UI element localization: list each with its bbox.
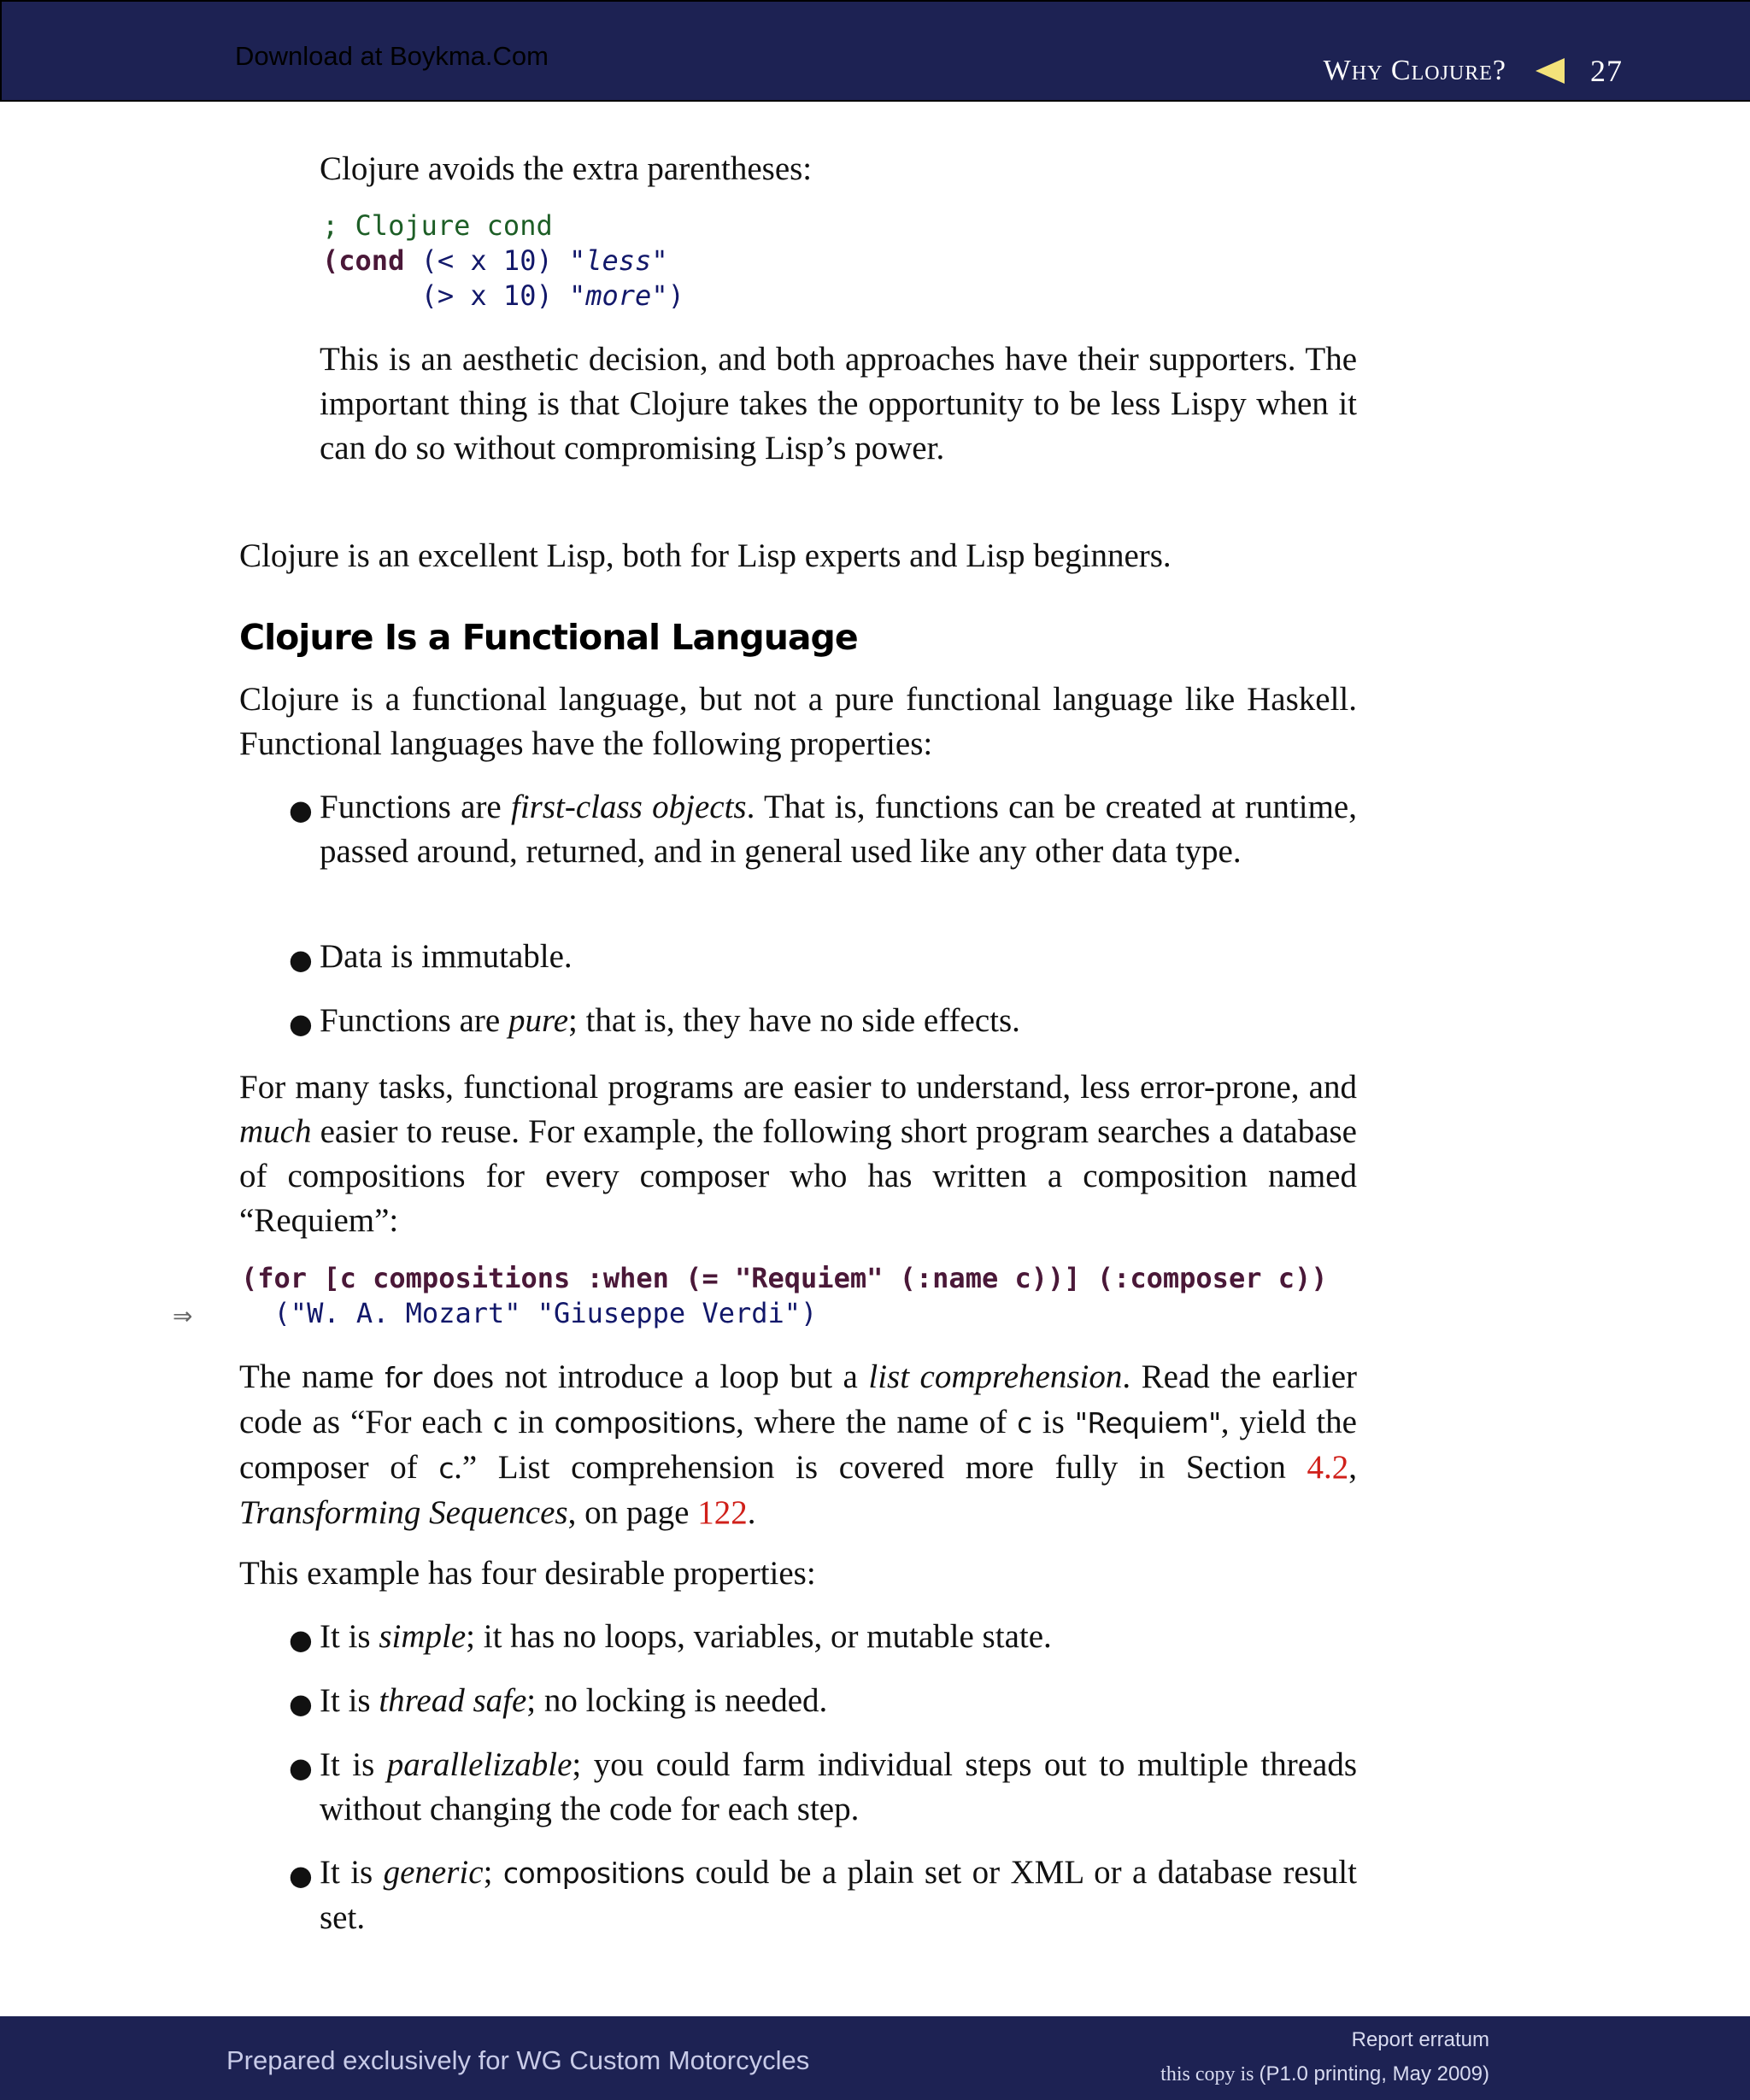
- list-item: It is thread safe; no locking is needed.: [320, 1682, 828, 1719]
- code-string: "less": [568, 244, 668, 277]
- code-text: (< x 10): [404, 244, 569, 277]
- report-erratum-link[interactable]: Report erratum: [1351, 2028, 1489, 2051]
- code-keyword: (cond: [322, 244, 405, 277]
- code-line-for: (for [c compositions :when (= "Requiem" (:name c))] (:composer c)): [241, 1262, 1328, 1294]
- paragraph-cond-intro: Clojure avoids the extra parentheses:: [320, 150, 813, 187]
- bullet-marker: ●: [289, 1751, 313, 1784]
- page-link[interactable]: 122: [697, 1494, 748, 1531]
- code-block-cond: [322, 208, 684, 314]
- section-link[interactable]: 4.2: [1307, 1449, 1349, 1486]
- bullet-marker: ●: [289, 1859, 313, 1892]
- paragraph-list-comprehension: The name for does not introduce a loop but a list comprehension. Read the earlier code as “For each c in compositions, where the name of c is "Requiem", yield the composer of c.” List comprehension is covered more fully in Section 4.2, Transforming Sequences, on page 122.: [239, 1358, 1357, 1531]
- download-watermark: Download at Boykma.Com: [235, 41, 549, 71]
- bullet-marker: ●: [289, 943, 313, 976]
- copy-info: this copy is (P1.0 printing, May 2009): [1160, 2062, 1489, 2085]
- code-comment: ; Clojure cond: [322, 209, 553, 242]
- code-line-result: ("W. A. Mozart" "Giuseppe Verdi"): [241, 1297, 818, 1329]
- bullet-marker: ●: [289, 1007, 313, 1040]
- bullet-marker: ●: [289, 1687, 313, 1720]
- paragraph-four-properties: This example has four desirable properties:: [239, 1555, 816, 1592]
- section-heading: Clojure Is a Functional Language: [239, 617, 858, 658]
- list-item: Functions are pure; that is, they have no side effects.: [320, 1002, 1020, 1039]
- page-number: 27: [1590, 54, 1623, 88]
- paragraph-excellent-lisp: Clojure is an excellent Lisp, both for Lisp experts and Lisp beginners.: [239, 537, 1172, 574]
- code-string: "more": [568, 279, 668, 312]
- paragraph-aesthetic: This is an aesthetic decision, and both approaches have their supporters. The important thing is that Clojure takes the opportunity to be less Lispy when it can do so without compromising Lisp’s power.: [320, 341, 1357, 466]
- list-item: Data is immutable.: [320, 938, 573, 975]
- paragraph-functional: Clojure is a functional language, but not a pure functional language like Haskell. Functional languages have the following properties:: [239, 681, 1357, 762]
- paragraph-tasks: For many tasks, functional programs are easier to understand, less error-prone, and much easier to reuse. For example, the following short program searches a database of compositions for every composer who has written a composition named “Requiem”:: [239, 1069, 1357, 1239]
- list-item: Functions are first-class objects. That is, functions can be created at runtime, passed around, returned, and in general used like any other data type.: [320, 789, 1357, 870]
- code-text: ): [667, 279, 684, 312]
- running-title: Why Clojure?: [1323, 55, 1506, 86]
- previous-page-icon[interactable]: [1536, 58, 1565, 84]
- prepared-for-text: Prepared exclusively for WG Custom Motorcycles: [226, 2045, 810, 2075]
- list-item: It is simple; it has no loops, variables, or mutable state.: [320, 1618, 1052, 1655]
- list-item: It is generic; compositions could be a plain set or XML or a database result set.: [320, 1854, 1357, 1936]
- result-arrow-icon: ⇒: [173, 1302, 193, 1330]
- bullet-marker: ●: [289, 794, 313, 826]
- code-text: (> x 10): [322, 279, 569, 312]
- running-header: [1324, 53, 1623, 89]
- header-bar: [0, 0, 1750, 102]
- list-item: It is parallelizable; you could farm individual steps out to multiple threads without changing the code for each step.: [320, 1746, 1358, 1827]
- bullet-marker: ●: [289, 1623, 313, 1656]
